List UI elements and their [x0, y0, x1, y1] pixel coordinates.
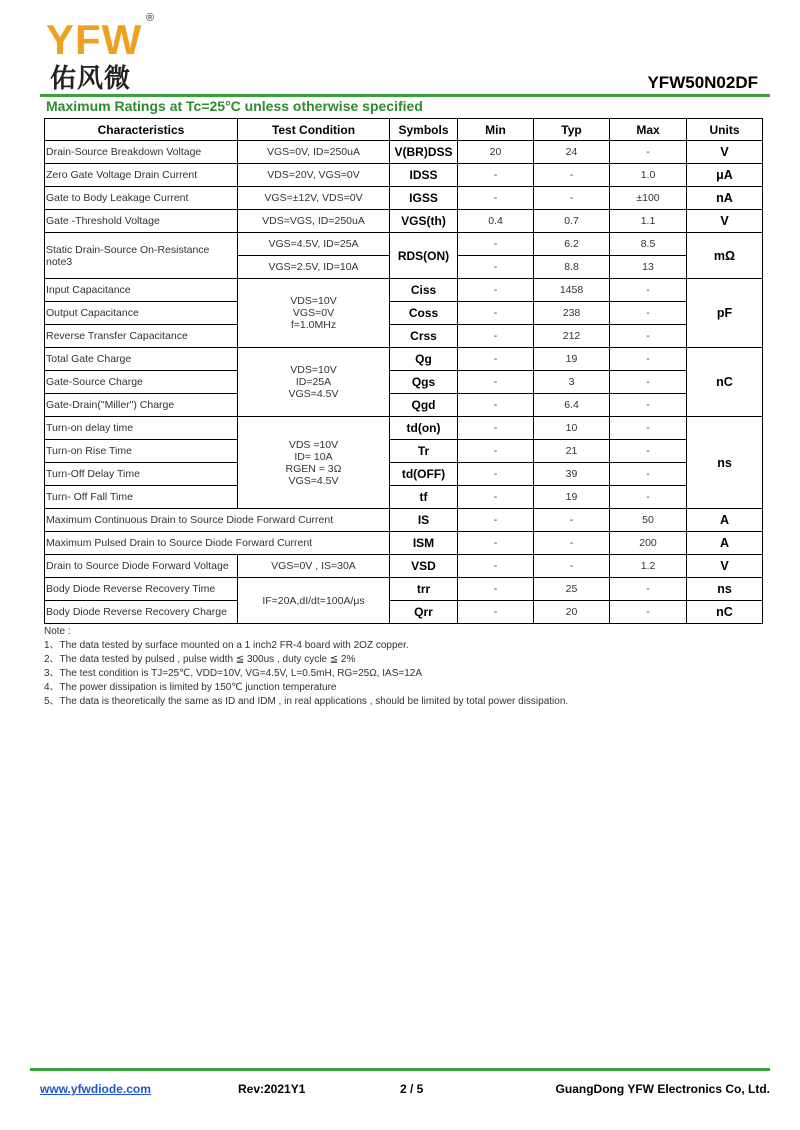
typ-cell: -	[534, 164, 610, 187]
col-header-max: Max	[610, 119, 687, 141]
min-cell: -	[458, 578, 534, 601]
symbol-cell: Qgd	[390, 394, 458, 417]
max-cell: -	[610, 279, 687, 302]
table-row	[45, 325, 763, 348]
unit-cell: μA	[687, 164, 763, 187]
char-cell: Gate-Source Charge	[45, 371, 238, 394]
min-cell: -	[458, 601, 534, 624]
symbol-cell: ISM	[390, 532, 458, 555]
cond-line: VDS=10V	[290, 364, 337, 376]
min-cell: -	[458, 463, 534, 486]
cond-line: VGS=0V	[292, 307, 335, 319]
char-cell: Gate -Threshold Voltage	[45, 210, 238, 233]
max-cell: 200	[610, 532, 687, 555]
col-header-symbols: Symbols	[390, 119, 458, 141]
cond-cell: VGS=0V , IS=30A	[238, 555, 390, 578]
typ-cell: -	[534, 532, 610, 555]
typ-cell: 20	[534, 601, 610, 624]
symbol-cell: Crss	[390, 325, 458, 348]
max-cell: ±100	[610, 187, 687, 210]
unit-cell: V	[687, 210, 763, 233]
unit-cell: nA	[687, 187, 763, 210]
typ-cell: 6.2	[534, 233, 610, 256]
notes-block	[44, 625, 568, 709]
max-cell: 8.5	[610, 233, 687, 256]
table-row	[45, 601, 763, 624]
symbol-cell: td(on)	[390, 417, 458, 440]
char-cell: Body Diode Reverse Recovery Charge	[45, 601, 238, 624]
typ-cell: 6.4	[534, 394, 610, 417]
cond-cell	[238, 417, 390, 509]
note-item: 5、The data is theoretically the same as ID and IDM , in real applications , should be limited by total power dissipation.	[44, 696, 569, 707]
char-cell: Input Capacitance	[45, 279, 238, 302]
max-cell: -	[610, 325, 687, 348]
note-item: 3、The test condition is TJ=25℃, VDD=10V, VG=4.5V, L=0.5mH, RG=25Ω, IAS=12A	[44, 668, 422, 679]
max-cell: 1.2	[610, 555, 687, 578]
symbol-cell: IDSS	[390, 164, 458, 187]
typ-cell: -	[534, 187, 610, 210]
table-row	[45, 486, 763, 509]
symbol-cell: VGS(th)	[390, 210, 458, 233]
char-cell: Output Capacitance	[45, 302, 238, 325]
cond-cell: VDS=20V, VGS=0V	[238, 164, 390, 187]
char-cell: Static Drain-Source On-Resistance note3	[45, 233, 238, 279]
unit-cell: nC	[687, 601, 763, 624]
typ-cell: 0.7	[534, 210, 610, 233]
max-cell: -	[610, 141, 687, 164]
min-cell: -	[458, 394, 534, 417]
typ-cell: 238	[534, 302, 610, 325]
table-row	[45, 509, 763, 532]
min-cell: -	[458, 279, 534, 302]
min-cell: -	[458, 302, 534, 325]
symbol-cell: Coss	[390, 302, 458, 325]
min-cell: -	[458, 532, 534, 555]
min-cell: -	[458, 164, 534, 187]
char-cell: Body Diode Reverse Recovery Time	[45, 578, 238, 601]
cond-cell: IF=20A,dI/dt=100A/μs	[238, 578, 390, 624]
typ-cell: 19	[534, 486, 610, 509]
note-item: 1、The data tested by surface mounted on a 1 inch2 FR-4 board with 2OZ copper.	[44, 640, 409, 651]
col-header-units: Units	[687, 119, 763, 141]
table-row	[45, 394, 763, 417]
table-row	[45, 578, 763, 601]
max-cell: -	[610, 486, 687, 509]
max-cell: -	[610, 578, 687, 601]
typ-cell: 8.8	[534, 256, 610, 279]
table-row	[45, 233, 763, 256]
min-cell: -	[458, 325, 534, 348]
min-cell: -	[458, 256, 534, 279]
char-cell: Drain to Source Diode Forward Voltage	[45, 555, 238, 578]
section-title: Maximum Ratings at Tc=25°C unless otherwise specified	[46, 98, 423, 114]
table-row	[45, 302, 763, 325]
max-cell: -	[610, 417, 687, 440]
note-item: 2、The data tested by pulsed , pulse width ≦ 300us , duty cycle ≦ 2%	[44, 654, 356, 665]
col-header-test-condition: Test Condition	[238, 119, 390, 141]
typ-cell: -	[534, 555, 610, 578]
symbol-cell: Qg	[390, 348, 458, 371]
revision-label: Rev:2021Y1	[238, 1082, 306, 1096]
max-cell: 13	[610, 256, 687, 279]
symbol-cell: td(OFF)	[390, 463, 458, 486]
symbol-cell: VSD	[390, 555, 458, 578]
table-row	[45, 371, 763, 394]
typ-cell: 10	[534, 417, 610, 440]
min-cell: 0.4	[458, 210, 534, 233]
typ-cell: 19	[534, 348, 610, 371]
char-cell: Gate to Body Leakage Current	[45, 187, 238, 210]
char-cell: Gate-Drain("Miller") Charge	[45, 394, 238, 417]
char-cell: Zero Gate Voltage Drain Current	[45, 164, 238, 187]
typ-cell: 24	[534, 141, 610, 164]
cond-line: f=1.0MHz	[290, 319, 337, 331]
max-cell: -	[610, 348, 687, 371]
typ-cell: 25	[534, 578, 610, 601]
char-cell: Total Gate Charge	[45, 348, 238, 371]
cond-line: RGEN = 3Ω	[285, 462, 342, 475]
typ-cell: 39	[534, 463, 610, 486]
symbol-cell: Qrr	[390, 601, 458, 624]
col-header-min: Min	[458, 119, 534, 141]
char-cell: Maximum Pulsed Drain to Source Diode Forward Current	[45, 532, 390, 555]
max-cell: -	[610, 371, 687, 394]
unit-cell: mΩ	[687, 233, 763, 279]
unit-cell: ns	[687, 417, 763, 509]
cond-line: ID=25A	[295, 376, 332, 388]
col-header-characteristics: Characteristics	[45, 119, 238, 141]
symbol-cell: Tr	[390, 440, 458, 463]
note-item: 4、The power dissipation is limited by 150℃ junction temperature	[44, 682, 337, 693]
symbol-cell: V(BR)DSS	[390, 141, 458, 164]
char-cell: Reverse Transfer Capacitance	[45, 325, 238, 348]
char-cell: Drain-Source Breakdown Voltage	[45, 141, 238, 164]
symbol-cell: trr	[390, 578, 458, 601]
symbol-cell: Qgs	[390, 371, 458, 394]
page-number: 2 / 5	[400, 1082, 424, 1096]
min-cell: -	[458, 509, 534, 532]
logo-brand: YFW	[46, 16, 143, 63]
cond-cell: VGS=±12V, VDS=0V	[238, 187, 390, 210]
cond-line: VDS=10V	[290, 295, 337, 307]
symbol-cell: IGSS	[390, 187, 458, 210]
char-cell: Turn- Off Fall Time	[45, 486, 238, 509]
char-cell: Turn-Off Delay Time	[45, 463, 238, 486]
symbol-cell: tf	[390, 486, 458, 509]
unit-cell: V	[687, 555, 763, 578]
cond-cell	[238, 279, 390, 348]
ratings-table	[44, 118, 763, 624]
table-row	[45, 555, 763, 578]
table-row	[45, 210, 763, 233]
cond-cell: VDS=VGS, ID=250uA	[238, 210, 390, 233]
min-cell: -	[458, 233, 534, 256]
cond-line: VDS =10V	[288, 438, 339, 451]
cond-line: VGS=4.5V	[288, 474, 339, 487]
symbol-cell: IS	[390, 509, 458, 532]
max-cell: -	[610, 601, 687, 624]
symbol-cell: Ciss	[390, 279, 458, 302]
cond-line: VGS=4.5V	[288, 388, 339, 400]
table-row	[45, 532, 763, 555]
table-row	[45, 348, 763, 371]
company-name: GuangDong YFW Electronics Co, Ltd.	[555, 1082, 770, 1096]
unit-cell: nC	[687, 348, 763, 417]
typ-cell: -	[534, 509, 610, 532]
char-cell: Turn-on Rise Time	[45, 440, 238, 463]
unit-cell: ns	[687, 578, 763, 601]
company-logo	[42, 12, 162, 92]
min-cell: -	[458, 348, 534, 371]
symbol-cell: RDS(ON)	[390, 233, 458, 279]
unit-cell: A	[687, 532, 763, 555]
min-cell: -	[458, 187, 534, 210]
table-row	[45, 463, 763, 486]
unit-cell: V	[687, 141, 763, 164]
max-cell: -	[610, 394, 687, 417]
max-cell: 50	[610, 509, 687, 532]
col-header-typ: Typ	[534, 119, 610, 141]
cond-cell: VGS=2.5V, ID=10A	[238, 256, 390, 279]
header-divider	[40, 94, 770, 97]
max-cell: -	[610, 302, 687, 325]
notes-title: Note :	[44, 626, 71, 637]
cond-cell	[238, 348, 390, 417]
cond-cell: VGS=4.5V, ID=25A	[238, 233, 390, 256]
table-row	[45, 187, 763, 210]
min-cell: -	[458, 440, 534, 463]
char-cell: Turn-on delay time	[45, 417, 238, 440]
min-cell: -	[458, 417, 534, 440]
cond-cell: VGS=0V, ID=250uA	[238, 141, 390, 164]
table-row	[45, 440, 763, 463]
typ-cell: 1458	[534, 279, 610, 302]
typ-cell: 212	[534, 325, 610, 348]
table-row	[45, 417, 763, 440]
typ-cell: 3	[534, 371, 610, 394]
typ-cell: 21	[534, 440, 610, 463]
website-link[interactable]: www.yfwdiode.com	[40, 1082, 151, 1096]
min-cell: -	[458, 486, 534, 509]
footer-divider	[30, 1068, 770, 1071]
min-cell: 20	[458, 141, 534, 164]
part-number: YFW50N02DF	[647, 73, 758, 92]
table-row	[45, 164, 763, 187]
max-cell: -	[610, 440, 687, 463]
max-cell: -	[610, 463, 687, 486]
min-cell: -	[458, 371, 534, 394]
logo-chinese: 佑风微	[50, 64, 132, 94]
registered-mark: ®	[146, 12, 155, 24]
table-header-row	[45, 119, 763, 141]
table-row	[45, 141, 763, 164]
cond-line: ID= 10A	[294, 450, 333, 463]
char-cell: Maximum Continuous Drain to Source Diode Forward Current	[45, 509, 390, 532]
max-cell: 1.0	[610, 164, 687, 187]
unit-cell: A	[687, 509, 763, 532]
min-cell: -	[458, 555, 534, 578]
max-cell: 1.1	[610, 210, 687, 233]
table-row	[45, 279, 763, 302]
unit-cell: pF	[687, 279, 763, 348]
